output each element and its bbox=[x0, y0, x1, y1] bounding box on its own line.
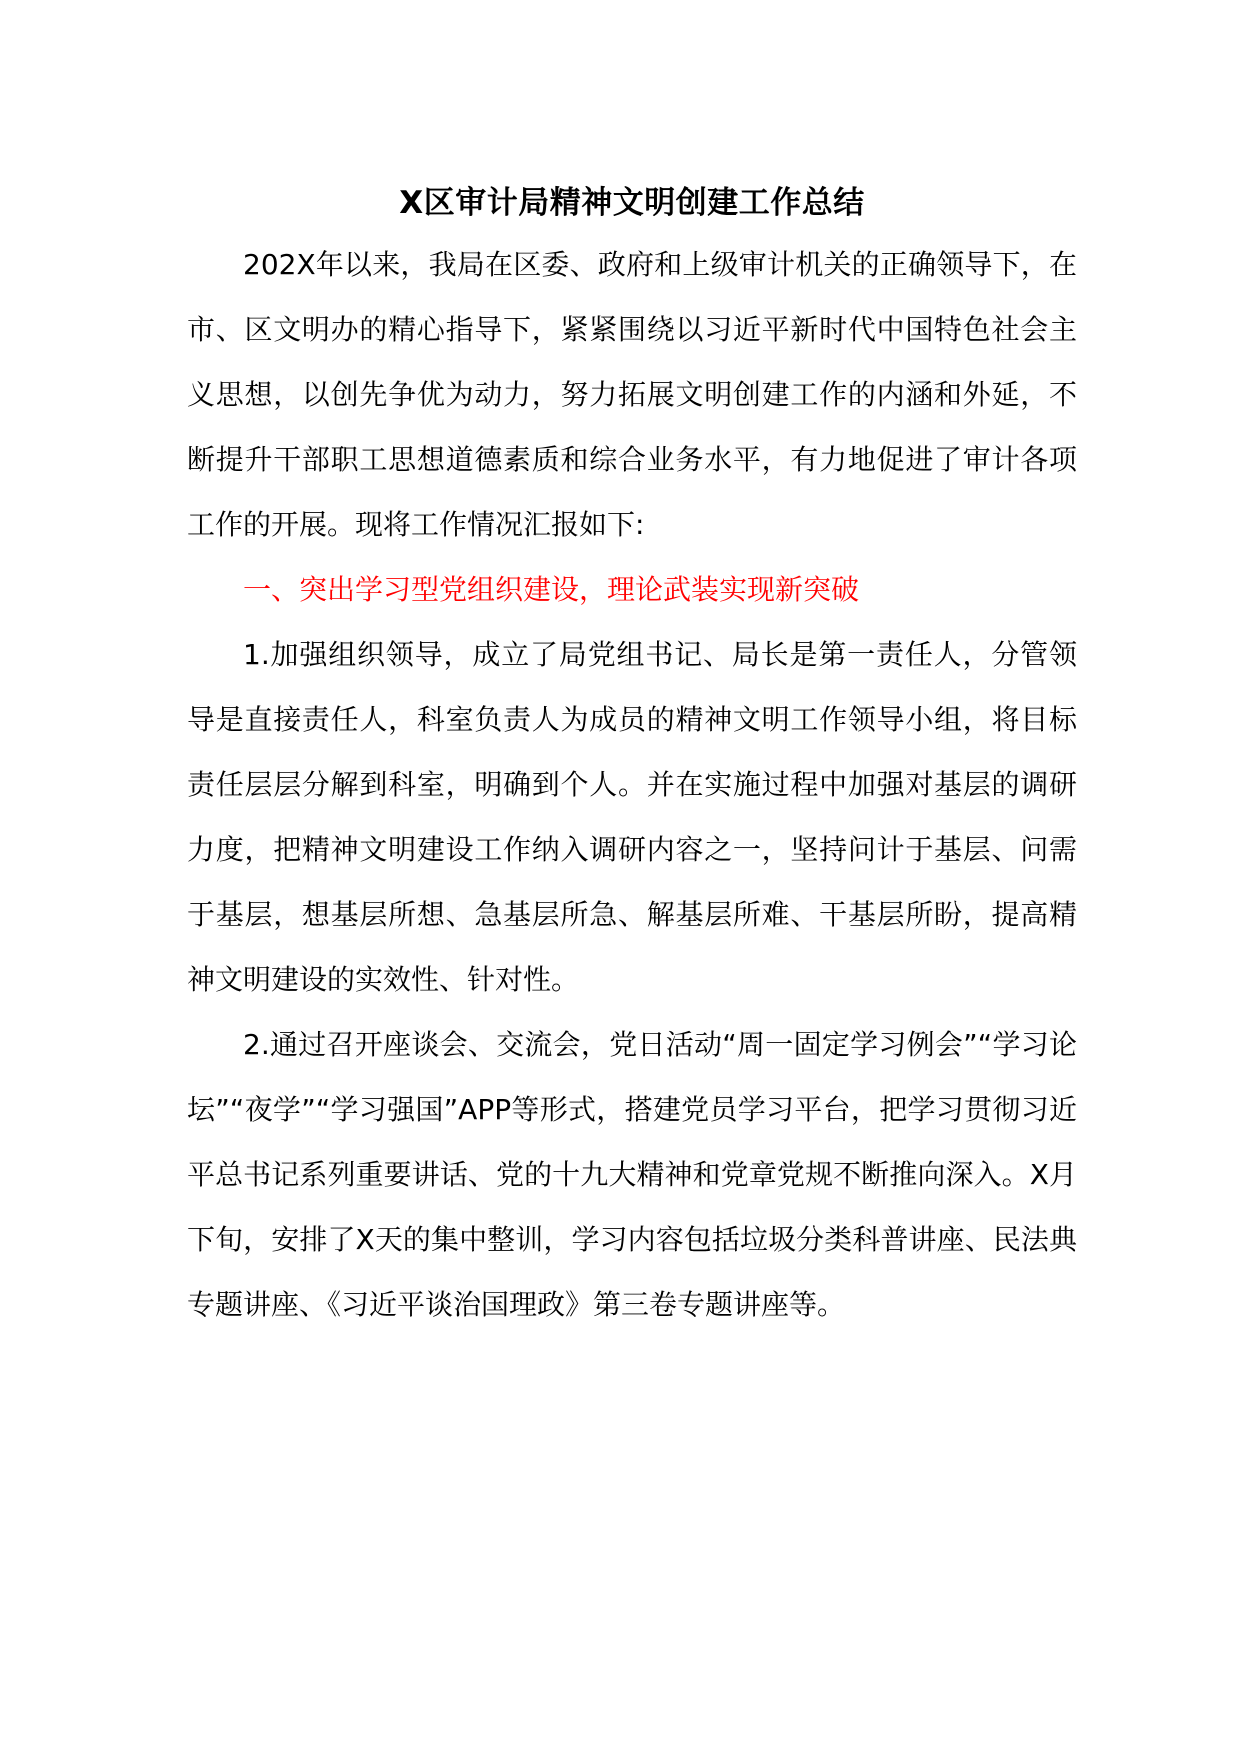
body-paragraph-2: 2.通过召开座谈会、交流会，党日活动“周一固定学习例会”“学习论坛”“夜学”“学习强国”APP等形式，搭建党员学习平台，把学习贯彻习近平总书记系列重要讲话、党的十九大精神和党章党规不断推向深入。X月下旬，安排了X天的集中整训，学习内容包括垃圾分类科普讲座、民法典专题讲座、《习近平谈治国理政》第三卷专题讲座等。 bbox=[187, 1028, 1077, 1321]
section-heading: 一、突出学习型党组织建设，理论武装实现新突破 bbox=[243, 573, 860, 606]
intro-paragraph: 202X年以来，我局在区委、政府和上级审计机关的正确领导下，在市、区文明办的精心指导下，紧紧围绕以习近平新时代中国特色社会主义思想，以创先争优为动力，努力拓展文明创建工作的内涵和外延，不断提升干部职工思想道德素质和综合业务水平，有力地促进了审计各项工作的开展。现将工作情况汇报如下: bbox=[187, 248, 1077, 541]
body-paragraph-1: 1.加强组织领导，成立了局党组书记、局长是第一责任人，分管领导是直接责任人，科室负责人为成员的精神文明工作领导小组，将目标责任层层分解到科室，明确到个人。并在实施过程中加强对基层的调研力度，把精神文明建设工作纳入调研内容之一，坚持问计于基层、问需于基层，想基层所想、急基层所急、解基层所难、干基层所盼，提高精神文明建设的实效性、针对性。 bbox=[187, 638, 1077, 996]
document-page bbox=[187, 178, 1077, 1337]
document-title: X区审计局精神文明创建工作总结 bbox=[399, 185, 865, 221]
